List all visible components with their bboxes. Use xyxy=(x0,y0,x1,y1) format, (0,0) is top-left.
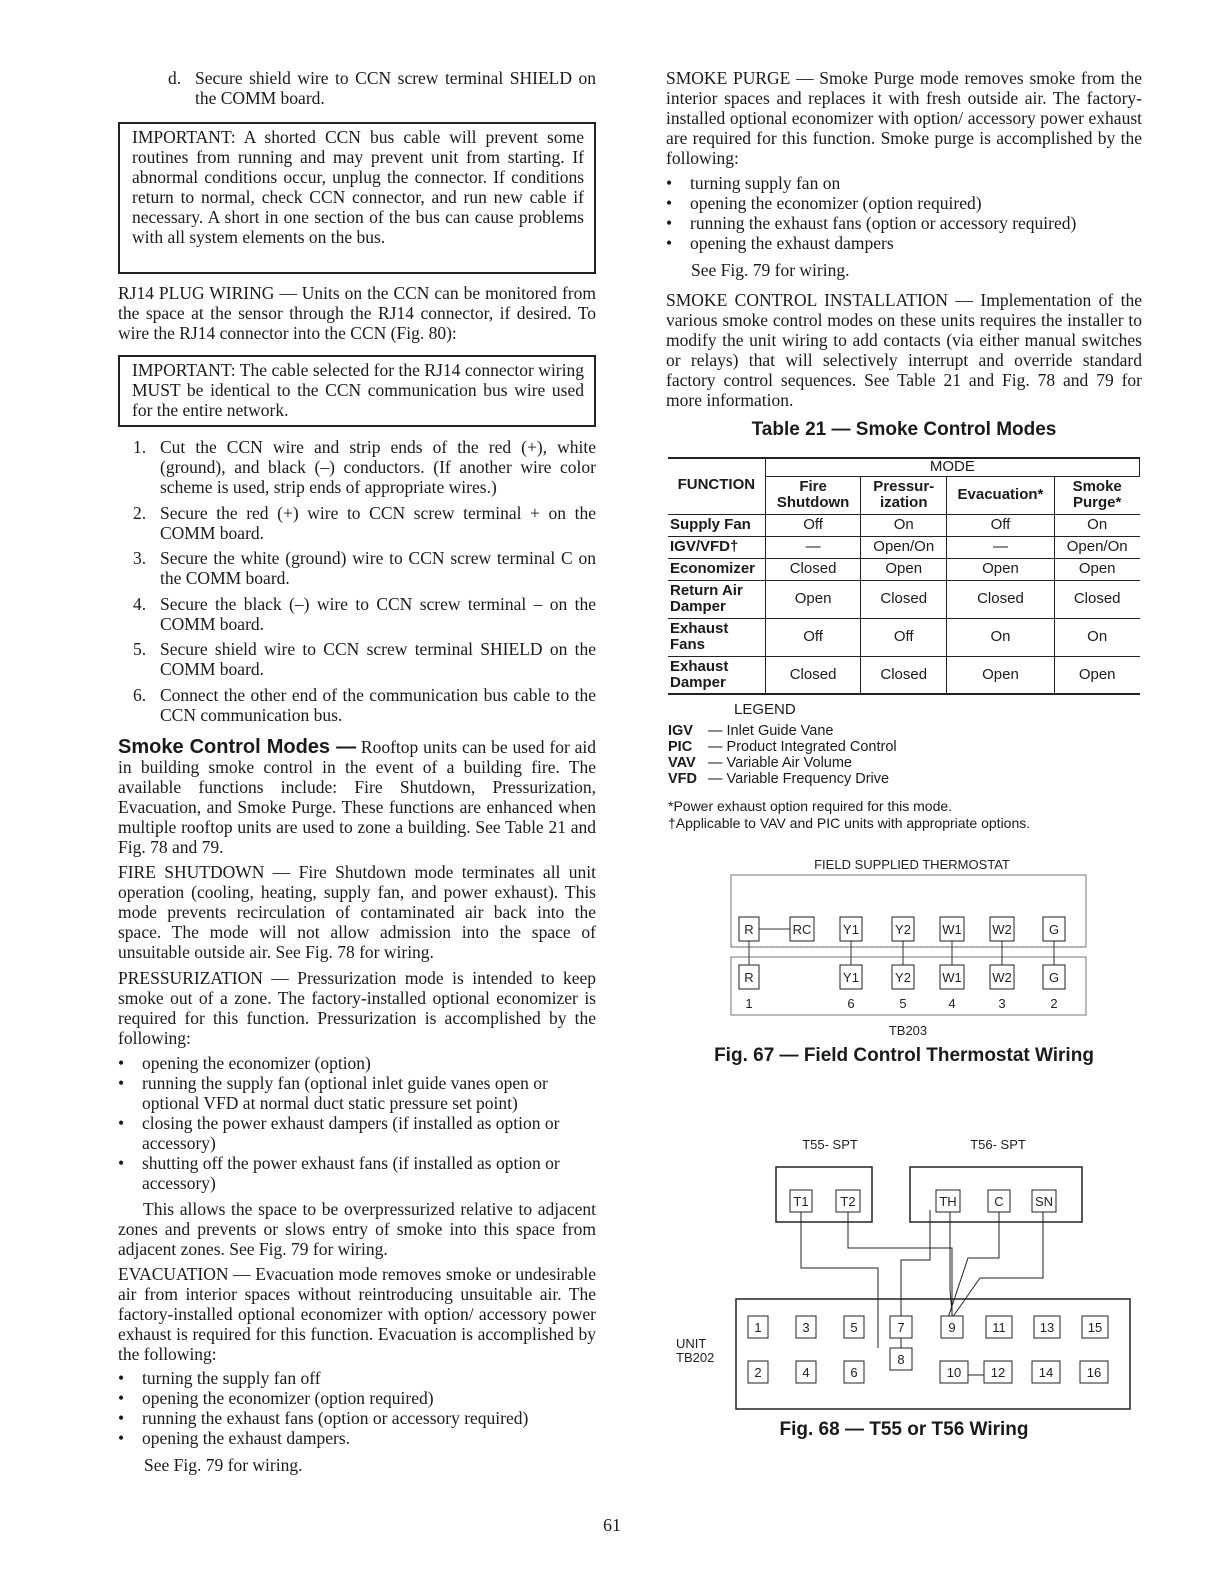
footnote-2: †Applicable to VAV and PIC units with appropriate options. xyxy=(668,815,1031,831)
row-label: Exhaust Damper xyxy=(668,656,765,694)
table-title: Table 21 — Smoke Control Modes xyxy=(751,419,1057,440)
terminal-label: 16 xyxy=(1086,1365,1102,1380)
terminal-label: C xyxy=(994,1194,1004,1209)
table-cell: Open xyxy=(765,580,861,618)
table-cell: On xyxy=(1054,514,1139,536)
smoke-purge-paragraph: SMOKE PURGE — Smoke Purge mode removes smoke from the interior spaces and replaces it with fresh outside air. The factory-installed optional economizer with option/ accessory power exhaust are required for this function. Smoke purge is accomplished by the following: xyxy=(666,68,1142,168)
t55-label: T55- SPT xyxy=(802,1137,858,1152)
tb202-label: TB202 xyxy=(676,1350,715,1365)
board-terminals xyxy=(748,1316,1108,1383)
fig68-diagram xyxy=(670,1130,1140,1416)
terminal-label: RC xyxy=(792,922,812,937)
fig67-title: FIELD SUPPLIED THERMOSTAT xyxy=(814,857,1010,872)
table-cell: Open/On xyxy=(861,536,947,558)
terminal-label: R xyxy=(744,922,754,937)
important-notice-2: IMPORTANT: The cable selected for the RJ14 connector wiring MUST be identical to the CCN communication bus wire used for the entire network. xyxy=(118,355,596,427)
table-cell: Off xyxy=(765,514,861,536)
rj14-paragraph: RJ14 PLUG WIRING — Units on the CCN can be monitored from the space at the sensor through the RJ14 connector, if desired. To wire the RJ14 connector into the CCN (Fig. 80): xyxy=(118,283,596,343)
terminal-label: 11 xyxy=(992,1320,1006,1335)
row-label: Exhaust Fans xyxy=(668,618,765,656)
table-cell: Closed xyxy=(1054,580,1139,618)
page-number: 61 xyxy=(603,1515,621,1535)
row-label: Return Air Damper xyxy=(668,580,765,618)
purge-see-fig: See Fig. 79 for wiring. xyxy=(691,260,850,280)
terminal-label: W1 xyxy=(942,970,962,985)
terminal-label: W2 xyxy=(992,970,1012,985)
terminal-label: R xyxy=(744,970,754,985)
terminal-label: 7 xyxy=(897,1320,905,1335)
terminal-label: W1 xyxy=(942,922,962,937)
smoke-control-section: Smoke Control Modes — Rooftop units can be used for aid in building smoke control in the event of a building fire. The available functions include: Fire Shutdown, Pressurization, Evacuation, and Smoke Purge. These functions are enhanced when multiple rooftop units are used to zone a building. See Table 21 and Fig. 78 and 79. xyxy=(118,736,596,857)
evac-see-fig: See Fig. 79 for wiring. xyxy=(144,1455,303,1475)
fig67-diagram xyxy=(700,850,1120,1040)
tb203-label: TB203 xyxy=(888,1023,928,1038)
evacuation-paragraph: EVACUATION — Evacuation mode removes smoke or undesirable air from interior spaces without reintroducing unsuitable air. The factory-installed optional economizer with option/ accessory power exhaust is required for this function. Evacuation is accomplished by the following: xyxy=(118,1264,596,1364)
terminal-label: Y2 xyxy=(895,922,911,937)
terminal-number: 3 xyxy=(998,996,1006,1011)
table-cell: Closed xyxy=(947,580,1055,618)
terminal-label: 4 xyxy=(802,1365,810,1380)
table-cell: Closed xyxy=(861,656,947,694)
legend-igv: IGV — Inlet Guide Vane xyxy=(668,723,834,739)
terminal-label: 14 xyxy=(1038,1365,1054,1380)
table-cell: Off xyxy=(947,514,1055,536)
terminal-label: 1 xyxy=(754,1320,762,1335)
table-cell: Closed xyxy=(861,580,947,618)
step-d-text: Secure shield wire to CCN screw terminal SHIELD on the COMM board. xyxy=(195,68,596,108)
table-cell: Closed xyxy=(765,656,861,694)
smoke-install-paragraph: SMOKE CONTROL INSTALLATION — Implementation of the various smoke control modes on these units requires the installer to modify the unit wiring to add contacts (via either manual switches or relays) that will selectively interrupt and override standard factory control sequences. See Table 21 and Fig. 78 and 79 for more information. xyxy=(666,290,1142,410)
terminal-label: Y1 xyxy=(843,922,859,937)
press-after-paragraph: This allows the space to be overpressurized relative to adjacent zones and prevents or slows entry of smoke into this space from adjacent zones. See Fig. 79 for wiring. xyxy=(118,1199,596,1259)
sensor-terminals xyxy=(790,1190,1056,1212)
terminal-numbers xyxy=(745,996,1057,1011)
terminal-label: Y2 xyxy=(895,970,911,985)
terminal-number: 2 xyxy=(1050,996,1058,1011)
smoke-control-heading: Smoke Control Modes — xyxy=(118,736,357,758)
terminal-label: Y1 xyxy=(843,970,859,985)
terminal-label: 3 xyxy=(802,1320,810,1335)
terminal-label: 9 xyxy=(948,1320,956,1335)
legend-title: LEGEND xyxy=(734,701,796,718)
table-cell: Open xyxy=(861,558,947,580)
pressurization-paragraph: PRESSURIZATION — Pressurization mode is intended to keep smoke out of a zone. The factory-installed optional economizer is required for this function. Pressurization is accomplished by the following: xyxy=(118,968,596,1048)
t56-label: T56- SPT xyxy=(970,1137,1026,1152)
table-cell: Open xyxy=(947,558,1055,580)
smoke-control-table xyxy=(668,457,1140,695)
row-label: IGV/VFD† xyxy=(668,536,765,558)
row-label: Economizer xyxy=(668,558,765,580)
terminal-label: 13 xyxy=(1039,1320,1055,1335)
table-cell: Closed xyxy=(765,558,861,580)
terminal-label: G xyxy=(1048,970,1060,985)
fire-shutdown-paragraph: FIRE SHUTDOWN — Fire Shutdown mode terminates all unit operation (cooling, heating, supply fan, and power exhaust). This mode prevents recirculation of contaminated air back into the space. The mode will not allow admission into the space of unsuitable outside air. See Fig. 78 for wiring. xyxy=(118,862,596,962)
table-cell: Off xyxy=(765,618,861,656)
bottom-terminals xyxy=(739,965,1065,989)
terminal-label: 10 xyxy=(946,1365,962,1380)
function-header: FUNCTION xyxy=(668,458,765,514)
terminal-label: SN xyxy=(1034,1194,1054,1209)
table-cell: Open xyxy=(1054,558,1139,580)
table-cell: Open/On xyxy=(1054,536,1139,558)
terminal-label: 2 xyxy=(754,1365,762,1380)
col-fire-shutdown: Fire Shutdown xyxy=(765,476,861,514)
table-cell: Open xyxy=(1054,656,1139,694)
table-cell: — xyxy=(765,536,861,558)
unit-board xyxy=(736,1299,1130,1409)
fig67-caption: Fig. 67 — Field Control Thermostat Wiring xyxy=(714,1045,1094,1066)
terminal-number: 1 xyxy=(745,996,753,1011)
col-smoke-purge: Smoke Purge* xyxy=(1054,476,1139,514)
table-cell: On xyxy=(1054,618,1139,656)
table-cell: On xyxy=(861,514,947,536)
table-cell: On xyxy=(947,618,1055,656)
unit-label: UNIT xyxy=(676,1336,707,1351)
important-notice-1: IMPORTANT: A shorted CCN bus cable will prevent some routines from running and may prevent unit from starting. If abnormal conditions occur, unplug the connector. If conditions return to normal, check CCN connector, and run new cable if necessary. A short in one section of the bus can cause problems with all system elements on the bus. xyxy=(118,122,596,274)
terminal-label: 15 xyxy=(1087,1320,1103,1335)
terminal-label: 8 xyxy=(897,1352,905,1367)
wires xyxy=(801,1210,1043,1375)
col-evacuation: Evacuation* xyxy=(947,476,1055,514)
terminal-label: T2 xyxy=(840,1194,856,1209)
terminal-label: W2 xyxy=(992,922,1012,937)
table-cell: Open xyxy=(947,656,1055,694)
row-label: Supply Fan xyxy=(668,514,765,536)
terminal-label: TH xyxy=(939,1194,957,1209)
legend-vav: VAV — Variable Air Volume xyxy=(668,755,852,771)
terminal-number: 6 xyxy=(847,996,855,1011)
terminal-label: 12 xyxy=(990,1365,1006,1380)
mode-header: MODE xyxy=(765,458,1139,476)
legend-pic: PIC — Product Integrated Control xyxy=(668,739,897,755)
col-pressurization: Pressur- ization xyxy=(861,476,947,514)
terminal-label: T1 xyxy=(793,1194,809,1209)
terminal-label: G xyxy=(1048,922,1060,937)
footnote-1: *Power exhaust option required for this mode. xyxy=(668,798,953,814)
terminal-number: 5 xyxy=(899,996,907,1011)
fig68-caption: Fig. 68 — T55 or T56 Wiring xyxy=(779,1419,1029,1440)
table-cell: Off xyxy=(861,618,947,656)
terminal-number: 4 xyxy=(948,996,956,1011)
terminal-label: 6 xyxy=(850,1365,858,1380)
legend-vfd: VFD — Variable Frequency Drive xyxy=(668,771,890,787)
terminal-label: 5 xyxy=(850,1320,858,1335)
step-d-letter: d. xyxy=(168,68,182,88)
table-cell: — xyxy=(947,536,1055,558)
